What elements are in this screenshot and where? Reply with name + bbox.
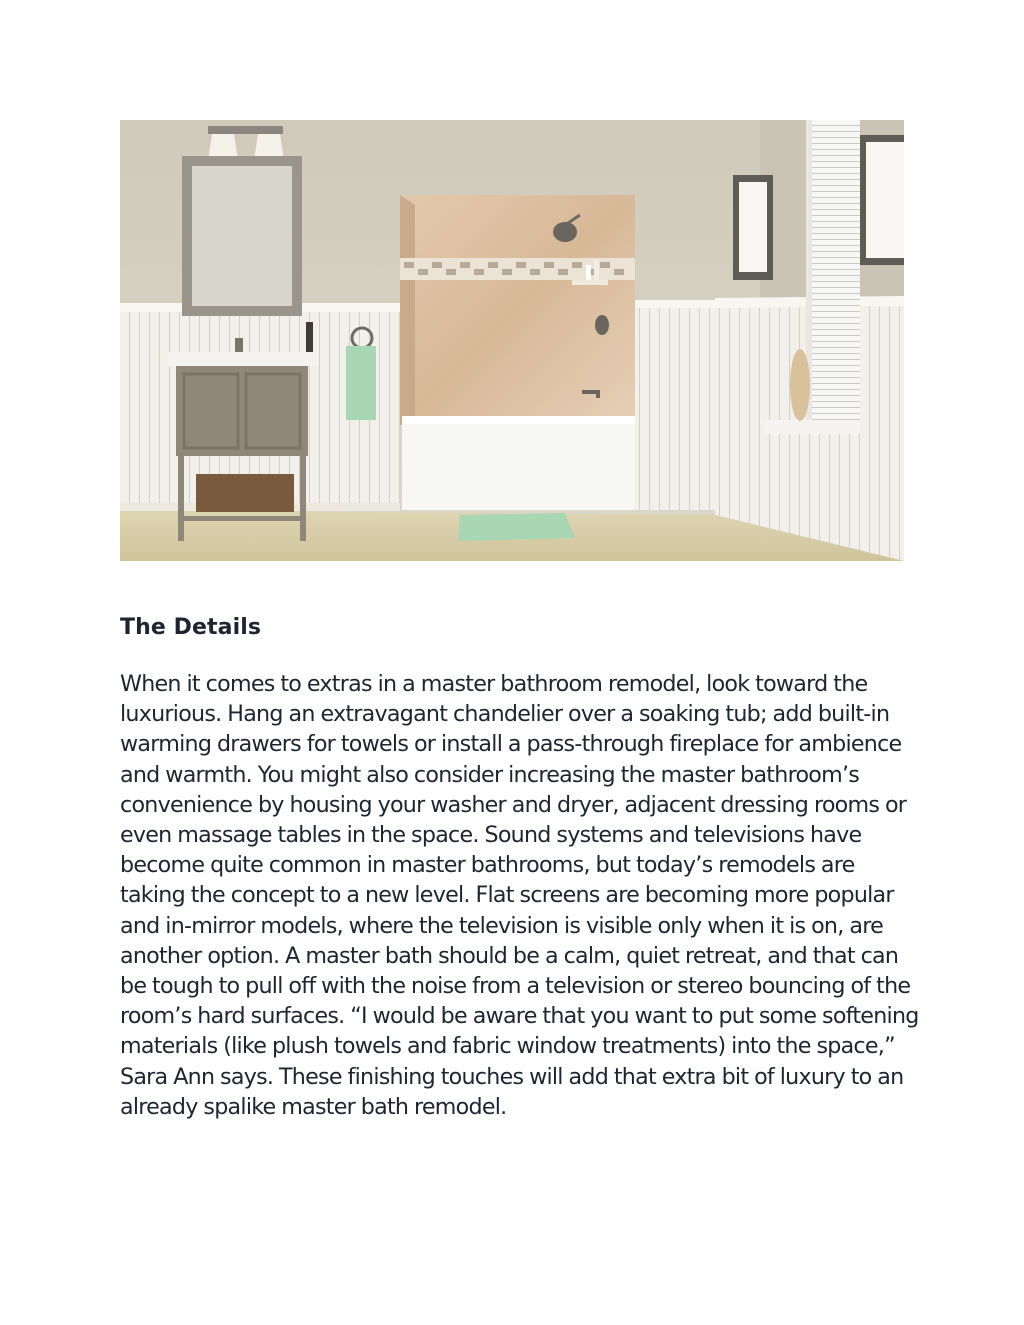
wainscot-right [635,305,715,510]
body-paragraph: When it comes to extras in a master bathroom remodel, look toward the luxurious. Hang an extravagant chandelier over a soaking tub; add built-in warming drawers for towels or install a pass-through fireplace for ambience and warmth. You might also consider increasing the master bathroom’s convenience by housing your washer and dryer, adjacent dressing rooms or even massage tables in the space. Sound systems and televisions have become quite common in master bathrooms, but today’s remodels are taking the concept to a new level. Flat screens are becoming more popular and in-mirror models, where the television is visible only when it is on, are another option. A master bath should be a calm, quiet retreat, and that can be tough to pull off with the noise from a television or stereo bouncing of the room’s hard surfaces. “I would be aware that you want to put some softening materials (like plush towels and fabric window treatments) into the space,” Sara Ann says. These finishing touches will add that extra bit of luxury to an already spalike master bath remodel. [120,671,919,1120]
vanity-light [208,126,283,134]
section-heading: The Details [120,615,262,640]
vase [790,349,810,421]
bath-mat [458,513,575,541]
shower-head [553,222,577,242]
vanity-top [168,352,318,366]
towel [346,346,376,420]
mirror [192,166,292,306]
bathroom-photo [120,120,904,561]
window-blinds [810,120,860,425]
vanity-cabinet [176,366,308,456]
basket [196,474,294,512]
window-sill [765,420,860,434]
mosaic-band [400,258,635,280]
bathtub [402,420,635,510]
